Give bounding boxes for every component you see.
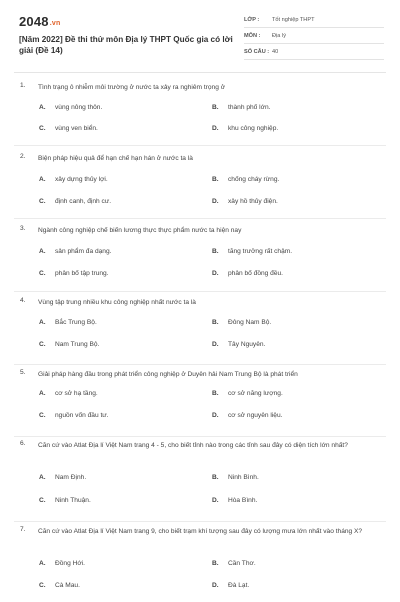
option-letter: B. xyxy=(212,248,219,255)
option-letter: D. xyxy=(212,582,219,589)
option-c[interactable] xyxy=(39,125,98,132)
site-logo[interactable] xyxy=(19,14,60,29)
question-item xyxy=(14,292,386,365)
option-letter: C. xyxy=(39,582,46,589)
question-list xyxy=(14,73,386,602)
option-c[interactable] xyxy=(39,497,91,504)
option-letter: A. xyxy=(39,176,46,183)
option-letter: D. xyxy=(212,341,219,348)
question-number: 1. xyxy=(20,82,26,89)
option-text: vùng nông thôn. xyxy=(55,104,103,111)
option-text: Tây Nguyên. xyxy=(228,341,266,348)
option-letter: B. xyxy=(212,104,219,111)
meta-label: SỐ CÂU : xyxy=(244,48,270,55)
option-letter: A. xyxy=(39,560,46,567)
option-text: cơ sở năng lượng. xyxy=(228,390,283,397)
question-text: Giải pháp hàng đầu trong phát triển công nghiệp ở Duyên hải Nam Trung Bộ là phát triển xyxy=(38,371,298,378)
option-letter: A. xyxy=(39,104,46,111)
option-text: Ninh Thuận. xyxy=(55,497,91,504)
option-text: Bắc Trung Bộ. xyxy=(55,319,97,326)
option-letter: C. xyxy=(39,341,46,348)
option-a[interactable] xyxy=(39,390,98,397)
option-text: Ninh Bình. xyxy=(228,474,259,481)
option-letter: A. xyxy=(39,319,46,326)
option-text: xây hồ thủy điện. xyxy=(228,198,278,205)
option-d[interactable] xyxy=(212,582,249,589)
option-text: Cà Mau. xyxy=(55,582,80,589)
option-text: Đà Lạt. xyxy=(228,582,250,589)
question-text: Căn cứ vào Atlat Địa lí Việt Nam trang 9, cho biết trạm khí tượng sau đây có lượng mưa lớn nhất vào tháng X? xyxy=(38,528,363,535)
option-a[interactable] xyxy=(39,560,85,567)
option-text: cơ sở hạ tầng. xyxy=(55,390,98,397)
option-a[interactable] xyxy=(39,319,97,326)
option-letter: D. xyxy=(212,497,219,504)
option-letter: B. xyxy=(212,319,219,326)
question-number: 3. xyxy=(20,225,26,232)
option-c[interactable] xyxy=(39,412,109,419)
option-a[interactable] xyxy=(39,104,102,111)
logo-suffix: .vn xyxy=(49,20,61,27)
option-text: sản phẩm đa dạng. xyxy=(55,248,112,255)
question-number: 4. xyxy=(20,297,26,304)
option-letter: C. xyxy=(39,497,46,504)
option-text: Nam Định. xyxy=(55,474,87,481)
meta-value: Địa lý xyxy=(272,32,286,39)
option-letter: D. xyxy=(212,125,219,132)
question-number: 5. xyxy=(20,369,26,376)
question-text: Ngành công nghiệp chế biến lương thực thực phẩm nước ta hiện nay xyxy=(38,227,242,234)
option-letter: C. xyxy=(39,270,46,277)
document-title: [Năm 2022] Đề thi thử môn Địa lý THPT Quốc gia có lời giải (Đề 14) xyxy=(19,35,233,55)
option-c[interactable] xyxy=(39,582,80,589)
option-d[interactable] xyxy=(212,270,283,277)
option-c[interactable] xyxy=(39,198,111,205)
question-item xyxy=(14,73,386,146)
option-b[interactable] xyxy=(212,319,271,326)
option-text: phân bố đồng đều. xyxy=(228,270,284,277)
option-a[interactable] xyxy=(39,248,111,255)
option-b[interactable] xyxy=(212,176,279,183)
option-b[interactable] xyxy=(212,560,256,567)
meta-value: Tốt nghiệp THPT xyxy=(272,16,315,23)
option-text: Nam Trung Bộ. xyxy=(55,341,100,348)
option-text: thành phố lớn. xyxy=(228,104,271,111)
question-item xyxy=(14,522,386,602)
question-item xyxy=(14,146,386,219)
option-d[interactable] xyxy=(212,198,278,205)
option-letter: A. xyxy=(39,248,46,255)
option-d[interactable] xyxy=(212,497,257,504)
option-text: Hòa Bình. xyxy=(228,497,258,504)
option-text: Đồng Hới. xyxy=(55,560,85,567)
option-text: chống cháy rừng. xyxy=(228,176,280,183)
option-text: cơ sở nguyên liệu. xyxy=(228,412,283,419)
option-b[interactable] xyxy=(212,390,283,397)
option-a[interactable] xyxy=(39,474,86,481)
meta-label: MÔN : xyxy=(244,32,261,39)
option-letter: A. xyxy=(39,390,46,397)
document-header xyxy=(14,0,386,73)
option-b[interactable] xyxy=(212,474,259,481)
question-text: Vùng tập trung nhiều khu công nghiệp nhất nước ta là xyxy=(38,299,196,306)
question-number: 6. xyxy=(20,440,26,447)
meta-label: LỚP : xyxy=(244,16,260,23)
question-number: 7. xyxy=(20,526,26,533)
option-d[interactable] xyxy=(212,341,265,348)
meta-row-class xyxy=(244,12,384,28)
question-item xyxy=(14,219,386,292)
option-letter: B. xyxy=(212,176,219,183)
option-letter: D. xyxy=(212,198,219,205)
question-text: Biện pháp hiệu quả để hạn chế hạn hán ở nước ta là xyxy=(38,155,193,162)
option-letter: D. xyxy=(212,270,219,277)
option-c[interactable] xyxy=(39,341,99,348)
option-c[interactable] xyxy=(39,270,109,277)
question-number: 2. xyxy=(20,153,26,160)
option-b[interactable] xyxy=(212,248,292,255)
option-letter: C. xyxy=(39,412,46,419)
option-letter: B. xyxy=(212,560,219,567)
option-d[interactable] xyxy=(212,125,278,132)
option-letter: C. xyxy=(39,125,46,132)
option-text: khu công nghiệp. xyxy=(228,125,279,132)
option-letter: A. xyxy=(39,474,46,481)
question-text: Căn cứ vào Atlat Địa lí Việt Nam trang 4 - 5, cho biết tỉnh nào trong các tỉnh sau đây có diện tích lớn nhất? xyxy=(38,442,348,449)
option-text: Đông Nam Bộ. xyxy=(228,319,272,326)
option-letter: B. xyxy=(212,390,219,397)
option-b[interactable] xyxy=(212,104,270,111)
option-a[interactable] xyxy=(39,176,108,183)
option-d[interactable] xyxy=(212,412,282,419)
option-letter: D. xyxy=(212,412,219,419)
option-text: vùng ven biển. xyxy=(55,125,98,132)
option-text: nguồn vốn đầu tư. xyxy=(55,412,109,419)
option-text: xây dựng thủy lợi. xyxy=(55,176,108,183)
option-letter: B. xyxy=(212,474,219,481)
meta-value: 40 xyxy=(272,48,279,55)
option-text: Cần Thơ. xyxy=(228,560,256,567)
option-text: định canh, định cư. xyxy=(55,198,112,205)
option-text: tăng trưởng rất chậm. xyxy=(228,248,293,255)
question-item xyxy=(14,437,386,522)
exam-meta xyxy=(244,12,384,60)
option-letter: C. xyxy=(39,198,46,205)
option-text: phân bố tập trung. xyxy=(55,270,109,277)
question-text: Tình trạng ô nhiễm môi trường ở nước ta xảy ra nghiêm trọng ở xyxy=(38,84,226,91)
meta-row-subject xyxy=(244,28,384,44)
meta-row-count xyxy=(244,44,384,60)
question-item xyxy=(14,365,386,437)
logo-main: 2048 xyxy=(19,14,49,29)
